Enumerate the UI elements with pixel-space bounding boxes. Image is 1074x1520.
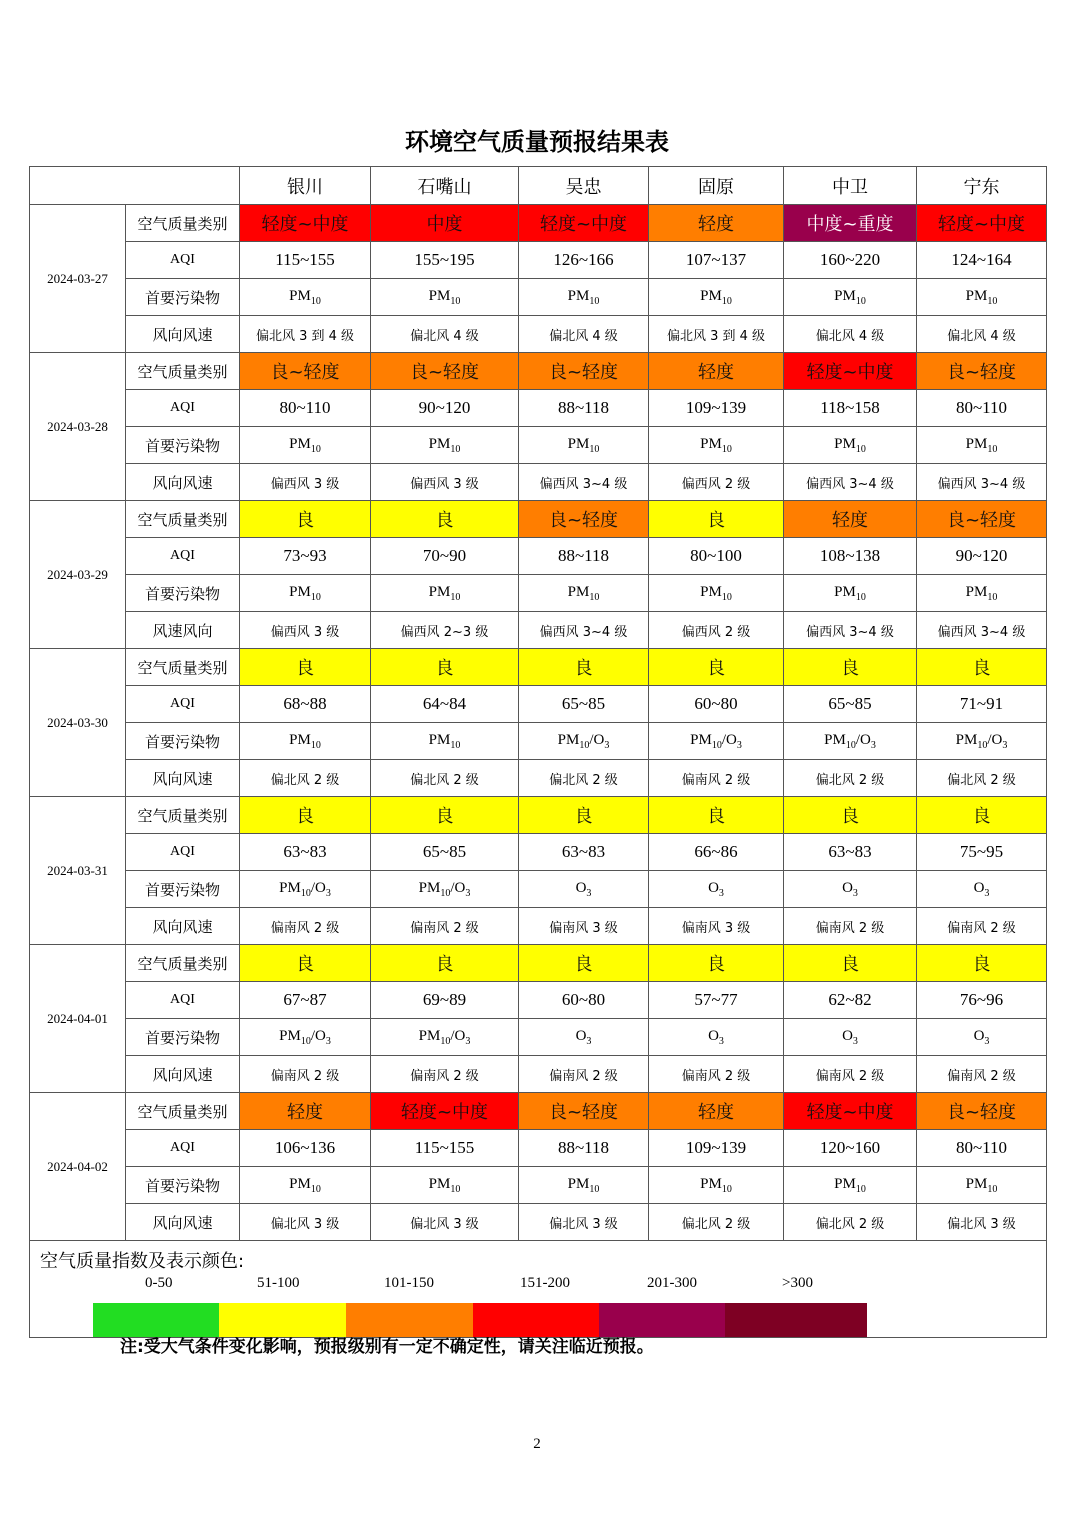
aqi-cell: 80~100 [649,538,784,575]
city-header: 银川 [240,167,371,205]
wind-cell: 偏南风 2 级 [917,908,1047,945]
category-cell: 良~轻度 [917,353,1047,390]
category-row [30,797,1047,834]
pollutant-cell: $O_3$ [519,871,649,908]
wind-row [30,464,1047,501]
aqi-cell: 65~85 [784,686,917,723]
pollutant-cell: $PM_{10}$ [240,427,371,464]
legend-range-label: 151-200 [520,1275,570,1291]
aqi-cell: 107~137 [649,242,784,279]
pollutant-cell: $PM_{10}$ [784,279,917,316]
aqi-cell: 80~110 [240,390,371,427]
category-cell: 轻度~中度 [371,1093,519,1130]
category-row [30,1093,1047,1130]
category-cell: 中度~重度 [784,205,917,242]
city-header: 固原 [649,167,784,205]
wind-cell: 偏南风 2 级 [917,1056,1047,1093]
aqi-cell: 64~84 [371,686,519,723]
category-cell: 良 [649,945,784,982]
pollutant-row [30,279,1047,316]
category-cell: 良 [240,649,371,686]
category-cell: 良 [519,945,649,982]
wind-cell: 偏南风 2 级 [371,908,519,945]
wind-cell: 偏北风 2 级 [784,1204,917,1241]
aqi-cell: 73~93 [240,538,371,575]
wind-cell: 偏西风 3 级 [240,464,371,501]
row-label: 空气质量类别 [126,501,240,538]
wind-cell: 偏北风 3 级 [371,1204,519,1241]
wind-cell: 偏南风 2 级 [784,1056,917,1093]
category-cell: 良 [371,501,519,538]
row-label: 风速风向 [126,612,240,649]
pollutant-cell: $PM_{10}/O_3$ [519,723,649,760]
pollutant-cell: $PM_{10}/O_3$ [784,723,917,760]
category-cell: 良~轻度 [917,1093,1047,1130]
row-label: AQI [126,242,240,279]
aqi-cell: 115~155 [371,1130,519,1167]
row-label: 空气质量类别 [126,649,240,686]
row-label: 首要污染物 [126,723,240,760]
pollutant-cell: $PM_{10}$ [649,1167,784,1204]
wind-cell: 偏北风 2 级 [519,760,649,797]
aqi-cell: 63~83 [519,834,649,871]
aqi-cell: 90~120 [371,390,519,427]
category-cell: 良~轻度 [240,353,371,390]
wind-cell: 偏西风 2~3 级 [371,612,519,649]
legend-range-label: 0-50 [145,1275,173,1291]
aqi-cell: 66~86 [649,834,784,871]
aqi-cell: 88~118 [519,538,649,575]
pollutant-cell: $PM_{10}$ [371,279,519,316]
category-cell: 轻度 [240,1093,371,1130]
pollutant-cell: $PM_{10}$ [649,427,784,464]
category-cell: 良 [917,945,1047,982]
wind-cell: 偏西风 3 级 [240,612,371,649]
aqi-cell: 70~90 [371,538,519,575]
pollutant-cell: $PM_{10}/O_3$ [240,871,371,908]
city-header: 中卫 [784,167,917,205]
pollutant-cell: $PM_{10}/O_3$ [240,1019,371,1056]
pollutant-row [30,575,1047,612]
wind-cell: 偏西风 3~4 级 [784,612,917,649]
category-cell: 良~轻度 [519,1093,649,1130]
wind-cell: 偏南风 2 级 [649,1056,784,1093]
pollutant-cell: $PM_{10}$ [240,723,371,760]
pollutant-cell: $O_3$ [649,1019,784,1056]
wind-cell: 偏西风 3~4 级 [519,464,649,501]
aqi-cell: 60~80 [519,982,649,1019]
legend-range-label: 101-150 [384,1275,434,1291]
aqi-cell: 160~220 [784,242,917,279]
category-cell: 良 [371,649,519,686]
row-label: 首要污染物 [126,279,240,316]
category-cell: 良 [371,945,519,982]
row-label: 首要污染物 [126,1167,240,1204]
aqi-row [30,538,1047,575]
wind-cell: 偏南风 3 级 [519,908,649,945]
pollutant-cell: $O_3$ [519,1019,649,1056]
aqi-cell: 80~110 [917,390,1047,427]
category-cell: 轻度 [649,205,784,242]
pollutant-cell: $PM_{10}$ [371,723,519,760]
aqi-cell: 120~160 [784,1130,917,1167]
category-cell: 良 [917,649,1047,686]
aqi-cell: 109~139 [649,1130,784,1167]
pollutant-cell: $O_3$ [784,871,917,908]
row-label: 风向风速 [126,908,240,945]
category-cell: 轻度~中度 [917,205,1047,242]
aqi-cell: 109~139 [649,390,784,427]
city-header: 宁东 [917,167,1047,205]
row-label: 风向风速 [126,1056,240,1093]
category-row [30,353,1047,390]
row-label: 首要污染物 [126,427,240,464]
aqi-cell: 68~88 [240,686,371,723]
city-header: 石嘴山 [371,167,519,205]
row-label: 首要污染物 [126,575,240,612]
wind-cell: 偏南风 2 级 [519,1056,649,1093]
pollutant-cell: $O_3$ [649,871,784,908]
aqi-row [30,982,1047,1019]
row-label: 空气质量类别 [126,945,240,982]
category-cell: 良~轻度 [371,353,519,390]
aqi-cell: 124~164 [917,242,1047,279]
wind-cell: 偏南风 2 级 [649,760,784,797]
pollutant-cell: $PM_{10}$ [649,575,784,612]
legend-range-label: 201-300 [647,1275,697,1291]
aqi-cell: 115~155 [240,242,371,279]
aqi-cell: 71~91 [917,686,1047,723]
wind-cell: 偏南风 2 级 [240,1056,371,1093]
pollutant-cell: $PM_{10}$ [240,1167,371,1204]
wind-row [30,908,1047,945]
wind-cell: 偏南风 2 级 [784,908,917,945]
page-title: 环境空气质量预报结果表 [405,128,669,156]
aqi-cell: 90~120 [917,538,1047,575]
legend-range-label: >300 [782,1275,813,1291]
wind-cell: 偏北风 3 级 [519,1204,649,1241]
category-cell: 轻度 [649,353,784,390]
row-label: AQI [126,686,240,723]
wind-cell: 偏北风 2 级 [649,1204,784,1241]
aqi-cell: 63~83 [240,834,371,871]
wind-cell: 偏北风 4 级 [519,316,649,353]
category-cell: 轻度 [649,1093,784,1130]
header-blank-cell [30,167,240,205]
category-cell: 良 [649,649,784,686]
category-row [30,205,1047,242]
aqi-row [30,390,1047,427]
category-cell: 良 [649,501,784,538]
pollutant-cell: $PM_{10}$ [371,575,519,612]
forecast-table [29,166,1047,1338]
wind-cell: 偏西风 3~4 级 [917,464,1047,501]
aqi-cell: 88~118 [519,1130,649,1167]
wind-cell: 偏北风 2 级 [371,760,519,797]
pollutant-row [30,723,1047,760]
legend-title: 空气质量指数及表示颜色: [40,1251,245,1272]
pollutant-cell: $PM_{10}$ [784,575,917,612]
pollutant-cell: $O_3$ [917,871,1047,908]
wind-row [30,316,1047,353]
wind-cell: 偏北风 2 级 [784,760,917,797]
row-label: AQI [126,834,240,871]
pollutant-cell: $O_3$ [917,1019,1047,1056]
legend-row [30,1241,1047,1338]
pollutant-cell: $PM_{10}$ [240,279,371,316]
wind-cell: 偏北风 4 级 [371,316,519,353]
aqi-cell: 62~82 [784,982,917,1019]
row-label: 空气质量类别 [126,353,240,390]
row-label: AQI [126,1130,240,1167]
wind-cell: 偏西风 2 级 [649,612,784,649]
pollutant-cell: $PM_{10}$ [784,427,917,464]
aqi-cell: 63~83 [784,834,917,871]
date-cell: 2024-04-02 [30,1093,126,1241]
category-row [30,945,1047,982]
row-label: AQI [126,538,240,575]
aqi-cell: 67~87 [240,982,371,1019]
pollutant-cell: $PM_{10}$ [519,279,649,316]
category-cell: 轻度 [784,501,917,538]
aqi-cell: 118~158 [784,390,917,427]
wind-row [30,1204,1047,1241]
aqi-row [30,1130,1047,1167]
aqi-row [30,686,1047,723]
wind-row [30,1056,1047,1093]
aqi-cell: 80~110 [917,1130,1047,1167]
category-cell: 轻度~中度 [519,205,649,242]
legend-color-swatch [725,1303,867,1337]
pollutant-row [30,871,1047,908]
row-label: 首要污染物 [126,1019,240,1056]
category-row [30,501,1047,538]
row-label: 风向风速 [126,760,240,797]
category-cell: 良 [371,797,519,834]
pollutant-cell: $PM_{10}/O_3$ [917,723,1047,760]
wind-cell: 偏北风 3 到 4 级 [649,316,784,353]
row-label: 首要污染物 [126,871,240,908]
date-cell: 2024-03-29 [30,501,126,649]
category-row [30,649,1047,686]
date-cell: 2024-03-28 [30,353,126,501]
pollutant-cell: $PM_{10}$ [917,279,1047,316]
category-cell: 良 [784,797,917,834]
category-cell: 良 [649,797,784,834]
wind-row [30,612,1047,649]
row-label: 空气质量类别 [126,205,240,242]
legend-range-label: 51-100 [257,1275,300,1291]
row-label: AQI [126,390,240,427]
pollutant-cell: $PM_{10}/O_3$ [371,871,519,908]
aqi-cell: 76~96 [917,982,1047,1019]
pollutant-cell: $PM_{10}$ [519,575,649,612]
date-cell: 2024-03-31 [30,797,126,945]
aqi-cell: 155~195 [371,242,519,279]
aqi-row [30,834,1047,871]
category-cell: 良~轻度 [519,501,649,538]
wind-cell: 偏西风 3~4 级 [519,612,649,649]
aqi-cell: 106~136 [240,1130,371,1167]
category-cell: 良 [240,945,371,982]
wind-cell: 偏北风 3 级 [240,1204,371,1241]
wind-cell: 偏西风 2 级 [649,464,784,501]
category-cell: 良 [784,649,917,686]
forecast-note: 注:受大气条件变化影响，预报级别有一定不确定性，请关注临近预报。 [120,1337,654,1357]
wind-cell: 偏北风 2 级 [240,760,371,797]
wind-cell: 偏南风 2 级 [240,908,371,945]
wind-cell: 偏北风 4 级 [784,316,917,353]
wind-cell: 偏西风 3~4 级 [784,464,917,501]
wind-cell: 偏北风 2 级 [917,760,1047,797]
aqi-cell: 69~89 [371,982,519,1019]
date-cell: 2024-03-30 [30,649,126,797]
pollutant-row [30,1019,1047,1056]
pollutant-cell: $PM_{10}$ [917,1167,1047,1204]
row-label: 空气质量类别 [126,797,240,834]
pollutant-cell: $PM_{10}$ [649,279,784,316]
date-cell: 2024-04-01 [30,945,126,1093]
pollutant-cell: $PM_{10}/O_3$ [649,723,784,760]
category-cell: 良 [519,649,649,686]
pollutant-cell: $O_3$ [784,1019,917,1056]
row-label: AQI [126,982,240,1019]
row-label: 风向风速 [126,1204,240,1241]
pollutant-cell: $PM_{10}$ [519,427,649,464]
date-cell: 2024-03-27 [30,205,126,353]
wind-row [30,760,1047,797]
category-cell: 轻度~中度 [784,353,917,390]
header-row [30,167,1047,205]
category-cell: 中度 [371,205,519,242]
aqi-row [30,242,1047,279]
pollutant-cell: $PM_{10}$ [371,427,519,464]
wind-cell: 偏南风 2 级 [371,1056,519,1093]
pollutant-cell: $PM_{10}$ [784,1167,917,1204]
page-number: 2 [533,1436,541,1452]
row-label: 空气质量类别 [126,1093,240,1130]
pollutant-cell: $PM_{10}$ [519,1167,649,1204]
row-label: 风向风速 [126,464,240,501]
wind-cell: 偏北风 4 级 [917,316,1047,353]
aqi-cell: 88~118 [519,390,649,427]
wind-cell: 偏西风 3~4 级 [917,612,1047,649]
category-cell: 轻度~中度 [240,205,371,242]
category-cell: 良 [917,797,1047,834]
wind-cell: 偏西风 3 级 [371,464,519,501]
aqi-cell: 57~77 [649,982,784,1019]
category-cell: 良 [784,945,917,982]
aqi-cell: 75~95 [917,834,1047,871]
category-cell: 良~轻度 [917,501,1047,538]
row-label: 风向风速 [126,316,240,353]
pollutant-cell: $PM_{10}/O_3$ [371,1019,519,1056]
pollutant-cell: $PM_{10}$ [240,575,371,612]
aqi-cell: 60~80 [649,686,784,723]
legend-cell [30,1241,1047,1338]
aqi-cell: 65~85 [519,686,649,723]
category-cell: 轻度~中度 [784,1093,917,1130]
aqi-cell: 65~85 [371,834,519,871]
aqi-cell: 108~138 [784,538,917,575]
city-header: 吴忠 [519,167,649,205]
wind-cell: 偏南风 3 级 [649,908,784,945]
pollutant-cell: $PM_{10}$ [371,1167,519,1204]
pollutant-row [30,1167,1047,1204]
wind-cell: 偏北风 3 级 [917,1204,1047,1241]
category-cell: 良 [240,501,371,538]
pollutant-cell: $PM_{10}$ [917,427,1047,464]
aqi-cell: 126~166 [519,242,649,279]
category-cell: 良 [240,797,371,834]
category-cell: 良~轻度 [519,353,649,390]
pollutant-cell: $PM_{10}$ [917,575,1047,612]
pollutant-row [30,427,1047,464]
category-cell: 良 [519,797,649,834]
wind-cell: 偏北风 3 到 4 级 [240,316,371,353]
